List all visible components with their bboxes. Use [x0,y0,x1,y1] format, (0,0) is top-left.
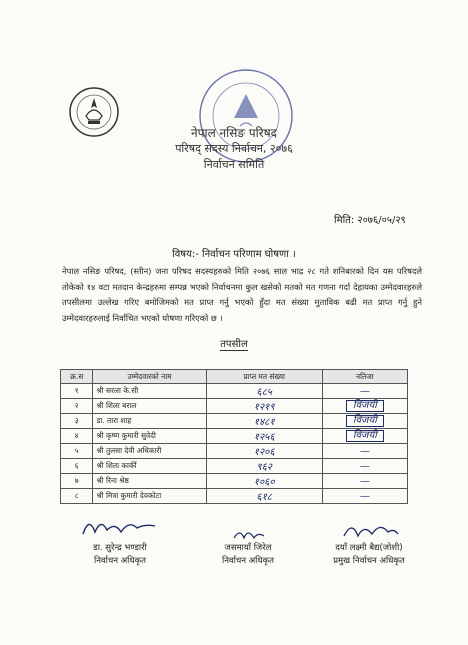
row-name: श्री रिना श्रेष्ठ [93,474,206,489]
table-row [61,384,408,399]
signatory-title: निर्वाचन अधिकृत [222,556,274,566]
signature-block-1 [60,514,180,568]
details-title [0,336,468,350]
details-title-text: तपसील [220,339,248,350]
result-label: विजयी [346,415,384,427]
row-sn: २ [61,399,93,414]
header-votes: प्राप्त मत संख्या [206,370,322,384]
row-votes: १२०६ [206,444,322,459]
body-paragraph: नेपाल नसिङ परिषद, (स्तीन) जना परिषद सदस्यहरुको मिति २०७६ साल भाद्र २८ गते शनिबारको दिन यस परिषदले तोकेको १४ वटा मतदान केन्द्रहरुमा सम्पन्न भएको निर्वाचनमा कुल खसेको मतको मत गणना गर्दा देहायका उम्मेदवारहरुले तपसीलमा उल्लेख गरिए बमोजिमको मत प्राप्त गर्नु भएको हुँदा मत संख्या मुताविक बढी मत प्राप्त गर्नु हुने उम्मेदवारहरुलाई निर्वाचित भएको घोषणा गरिएको छ । [62,266,422,323]
row-votes: १२५६ [206,429,322,444]
signatory-title: प्रमुख निर्वाचन अधिकृत [333,556,405,566]
row-result [322,429,407,444]
row-sn: ८ [61,489,93,504]
row-result: — [322,489,407,504]
handwritten-signature-icon [75,514,165,542]
subject-line: विषय:- निर्वाचन परिणाम घोषणा । [172,249,296,260]
row-votes: ९६२ [206,459,322,474]
table-row [61,489,408,504]
row-result [322,414,407,429]
signatory-name: दयाँ लक्ष्मी बैद्य(जोशी) [335,543,403,553]
signature-block-3 [304,520,434,568]
header-sn: क्र.स [61,370,93,384]
row-votes: १२१९ [206,399,322,414]
row-votes: ६१८ [206,489,322,504]
table-row [61,414,408,429]
header-name: उम्मेदवारको नाम [93,370,206,384]
result-label: विजयी [346,430,384,442]
office-name: परिषद् सदस्य निर्वाचन, २०७६ [175,142,293,155]
row-votes: १४८१ [206,414,322,429]
table-row [61,429,408,444]
row-votes: १०६० [206,474,322,489]
row-name: श्री शिला बराल [93,399,206,414]
row-result: — [322,459,407,474]
document-date: मिति: २०७६/०५/२९ [334,215,406,226]
result-label: विजयी [346,400,384,412]
row-name: श्री मित्रा कुमारी देवकोटा [93,489,206,504]
row-sn: ५ [61,444,93,459]
committee-name: निर्वाचन समिति [203,158,265,171]
handwritten-signature-icon [334,520,404,542]
signatory-title: निर्वाचन अधिकृत [94,556,146,566]
signatory-name: जसमायाँ जिरेल [224,543,272,553]
table-row [61,459,408,474]
signature-block-2 [188,526,308,568]
row-name: डा. तारा शाह [93,414,206,429]
table-row [61,444,408,459]
table-row [61,399,408,414]
row-sn: ६ [61,459,93,474]
row-result: — [322,444,407,459]
row-result: — [322,474,407,489]
row-sn: ७ [61,474,93,489]
row-sn: ४ [61,429,93,444]
row-name: श्री सरला के.सी [93,384,206,399]
table-row [61,474,408,489]
table-header-row [61,370,408,384]
row-sn: १ [61,384,93,399]
signatory-name: डा. सुरेन्द्र भण्डारी [93,543,147,553]
row-result: — [322,384,407,399]
row-result [322,399,407,414]
header-result: नतिजा [322,370,407,384]
row-votes: ६८५ [206,384,322,399]
row-name: श्री शिता कार्की [93,459,206,474]
row-name: श्री तुलसा देवी अधिकारी [93,444,206,459]
organization-name: नेपाल नसिङ परिषद [190,126,277,140]
handwritten-signature-icon [218,526,278,542]
row-name: श्री कृष्ण कुमारी सुवेदी [93,429,206,444]
row-sn: ३ [61,414,93,429]
results-table [60,369,408,504]
